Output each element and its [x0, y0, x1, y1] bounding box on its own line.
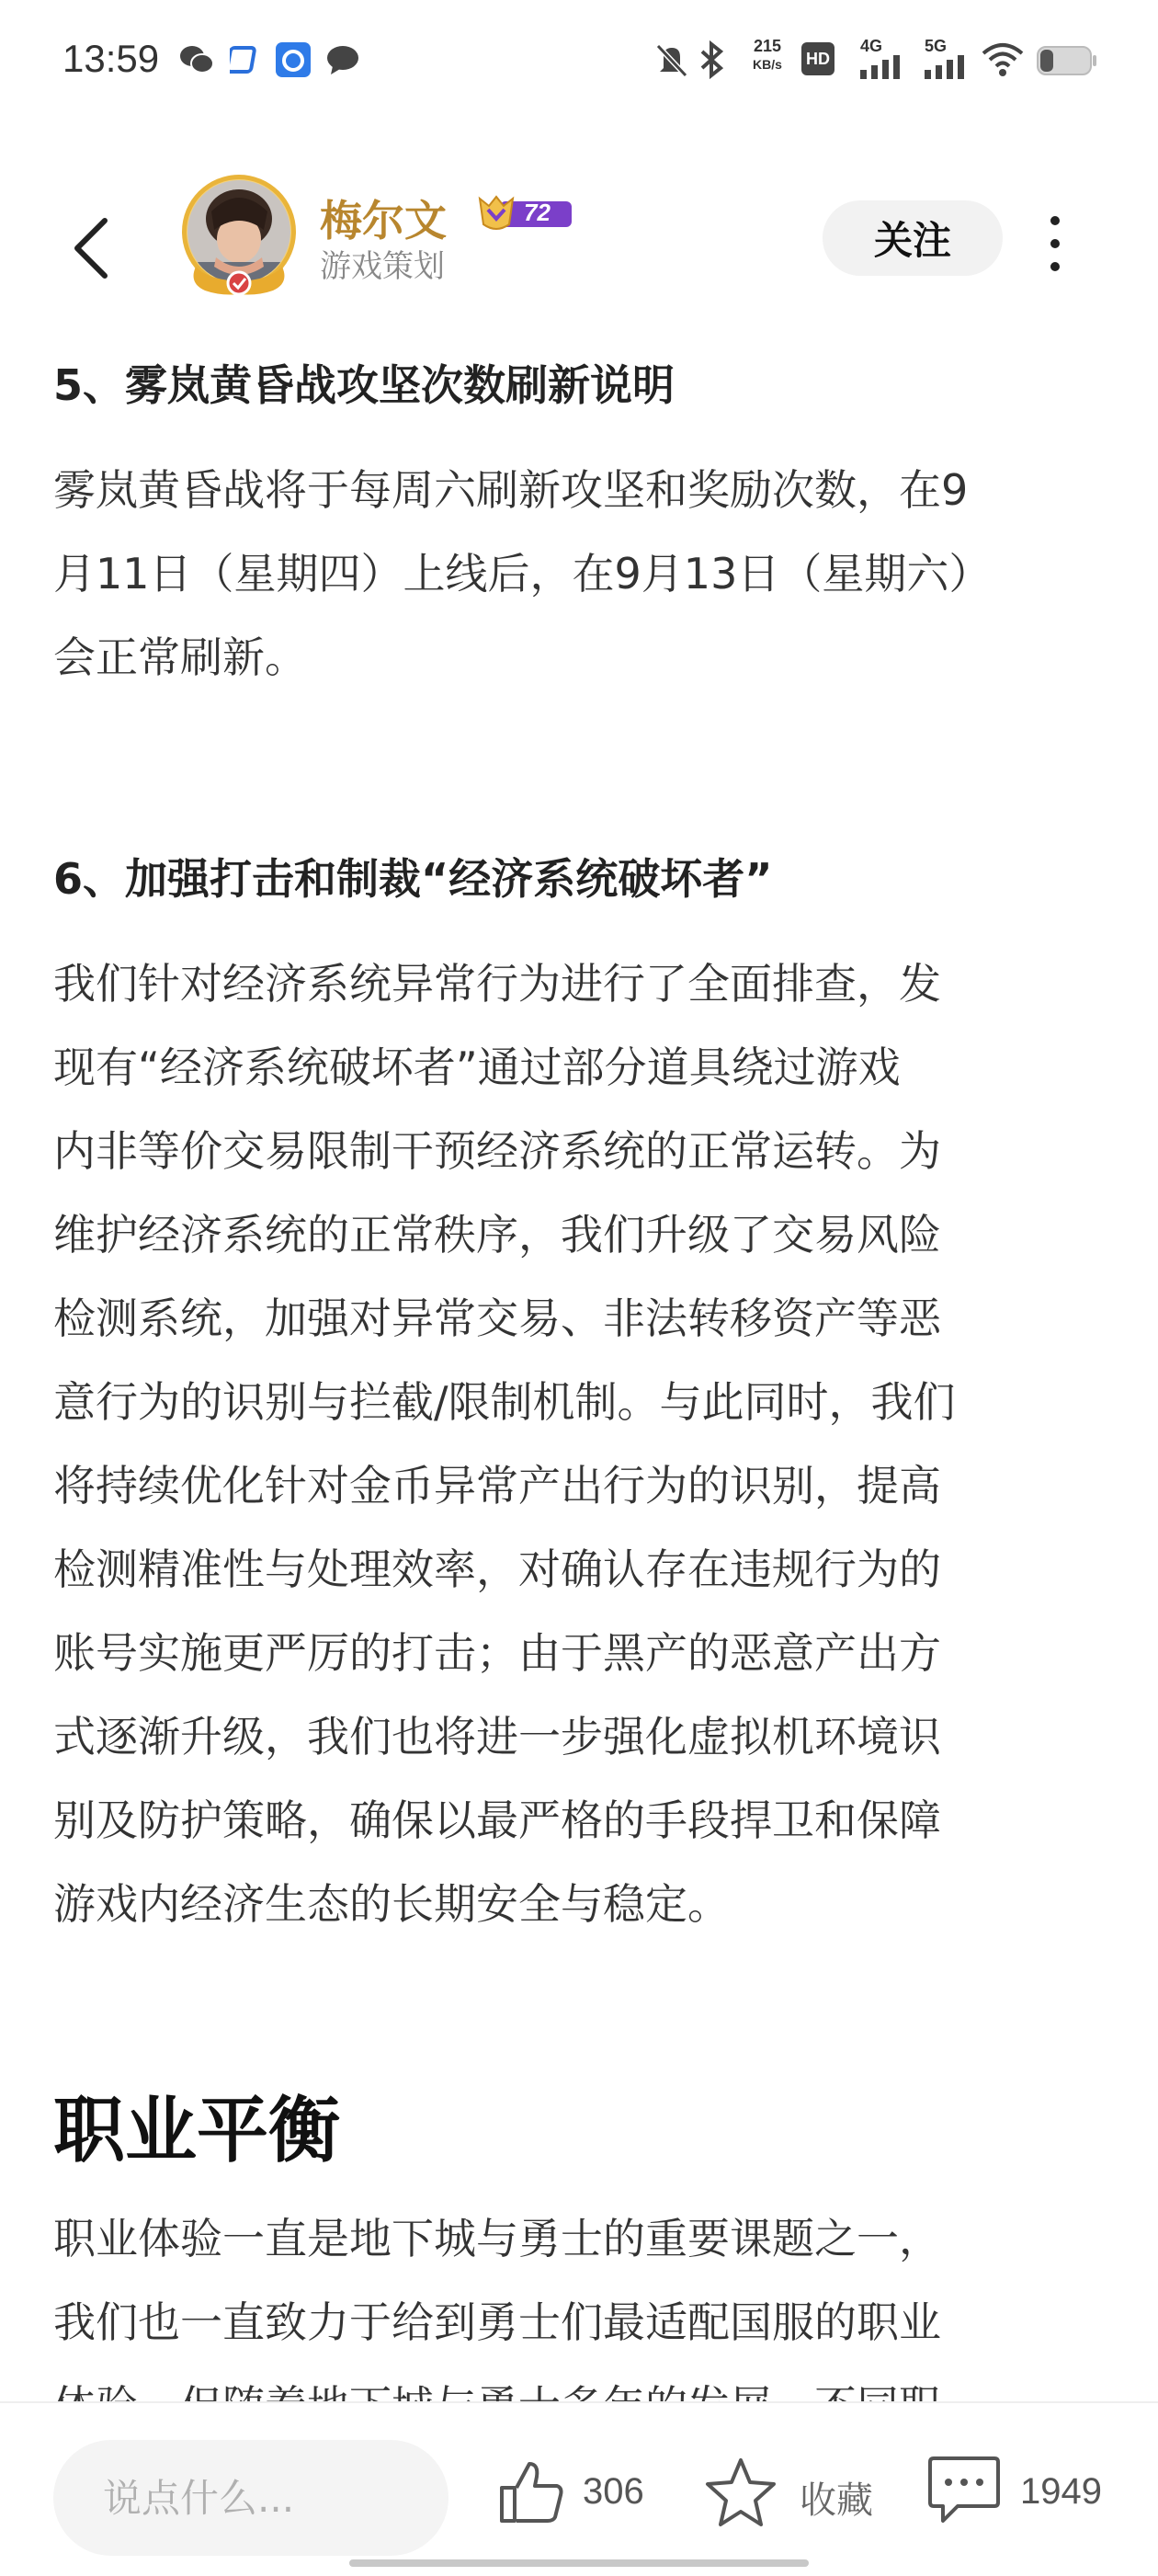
- message-icon: [325, 44, 360, 75]
- paragraph-line: 意行为的识别与拦截/限制机制。与此同时，我们: [53, 1377, 956, 1427]
- paragraph-line: 将持续优化针对金币异常产出行为的识别，提高: [53, 1461, 941, 1510]
- level-badge: [476, 193, 573, 234]
- paragraph-line: 账号实施更严厉的打击；由于黑产的恶意产出方: [53, 1628, 941, 1678]
- status-bar: [0, 0, 1158, 120]
- home-indicator[interactable]: [349, 2559, 809, 2567]
- paragraph-line: 游戏内经济生态的长期安全与稳定。: [53, 1879, 730, 1929]
- section-6-title: 6、加强打击和制裁“经济系统破坏者”: [53, 854, 773, 904]
- signal-5g-bars-icon: [925, 55, 967, 79]
- author-role: 游戏策划: [320, 248, 445, 285]
- author-name[interactable]: 梅尔文: [320, 196, 447, 245]
- wechat-icon: [179, 44, 214, 75]
- comment-bubble-icon[interactable]: [926, 2455, 1002, 2525]
- mute-bell-icon: [654, 42, 689, 79]
- app-notification-icon: [230, 44, 259, 75]
- alarm-app-icon: [276, 42, 311, 77]
- paragraph-line: 职业体验一直是地下城与勇士的重要课题之一，: [53, 2214, 941, 2263]
- more-options-icon[interactable]: [1037, 211, 1073, 276]
- bottom-action-bar: [0, 2401, 1158, 2576]
- section-5-paragraph: [53, 449, 1110, 700]
- section-6-paragraph: [53, 942, 1110, 1946]
- signal-4g-bars-icon: [860, 55, 903, 79]
- follow-button[interactable]: 关注: [823, 200, 1003, 276]
- bluetooth-icon: [698, 40, 726, 79]
- favorite-label[interactable]: 收藏: [800, 2479, 873, 2522]
- avatar[interactable]: [179, 175, 299, 299]
- section-5-title: 5、雾岚黄昏战攻坚次数刷新说明: [53, 360, 676, 410]
- paragraph-line: 检测精准性与处理效率，对确认存在违规行为的: [53, 1544, 941, 1594]
- paragraph-line: 维护经济系统的正常秩序，我们升级了交易风险: [53, 1210, 941, 1260]
- paragraph-line: 我们也一直致力于给到勇士们最适配国服的职业: [53, 2297, 941, 2347]
- author-header: [0, 175, 1158, 313]
- wifi-icon: [982, 42, 1024, 77]
- signal-5g-label: 5G: [925, 37, 948, 55]
- paragraph-line: 月11日（星期四）上线后，在9月13日（星期六）: [53, 549, 992, 598]
- signal-4g-label: 4G: [860, 37, 883, 55]
- paragraph-line: 内非等价交易限制干预经济系统的正常运转。为: [53, 1126, 941, 1176]
- paragraph-line: 别及防护策略，确保以最严格的手段捍卫和保障: [53, 1795, 941, 1845]
- back-arrow-icon[interactable]: [64, 211, 119, 285]
- comment-count[interactable]: 1949: [1020, 2471, 1102, 2512]
- status-time: 13:59: [62, 37, 160, 80]
- paragraph-line: 现有“经济系统破坏者”通过部分道具绕过游戏: [53, 1043, 901, 1092]
- hd-badge: HD: [801, 42, 834, 75]
- like-thumb-icon[interactable]: [496, 2456, 566, 2526]
- paragraph-line: 检测系统，加强对异常交易、非法转移资产等恶: [53, 1294, 941, 1343]
- battery-icon: [1037, 46, 1097, 75]
- net-speed: 215 KB/s: [753, 37, 782, 72]
- favorite-star-icon[interactable]: [704, 2456, 778, 2528]
- paragraph-line: 我们针对经济系统异常行为进行了全面排查，发: [53, 959, 941, 1009]
- like-count[interactable]: 306: [583, 2471, 644, 2512]
- paragraph-line: 会正常刷新。: [53, 633, 307, 682]
- section-heading: 职业平衡: [53, 2090, 341, 2172]
- paragraph-line: 雾岚黄昏战将于每周六刷新攻坚和奖励次数，在9: [53, 465, 969, 515]
- comment-input[interactable]: [53, 2440, 448, 2556]
- level-number: 72: [524, 199, 551, 226]
- paragraph-line: 式逐渐升级，我们也将进一步强化虚拟机环境识: [53, 1712, 941, 1761]
